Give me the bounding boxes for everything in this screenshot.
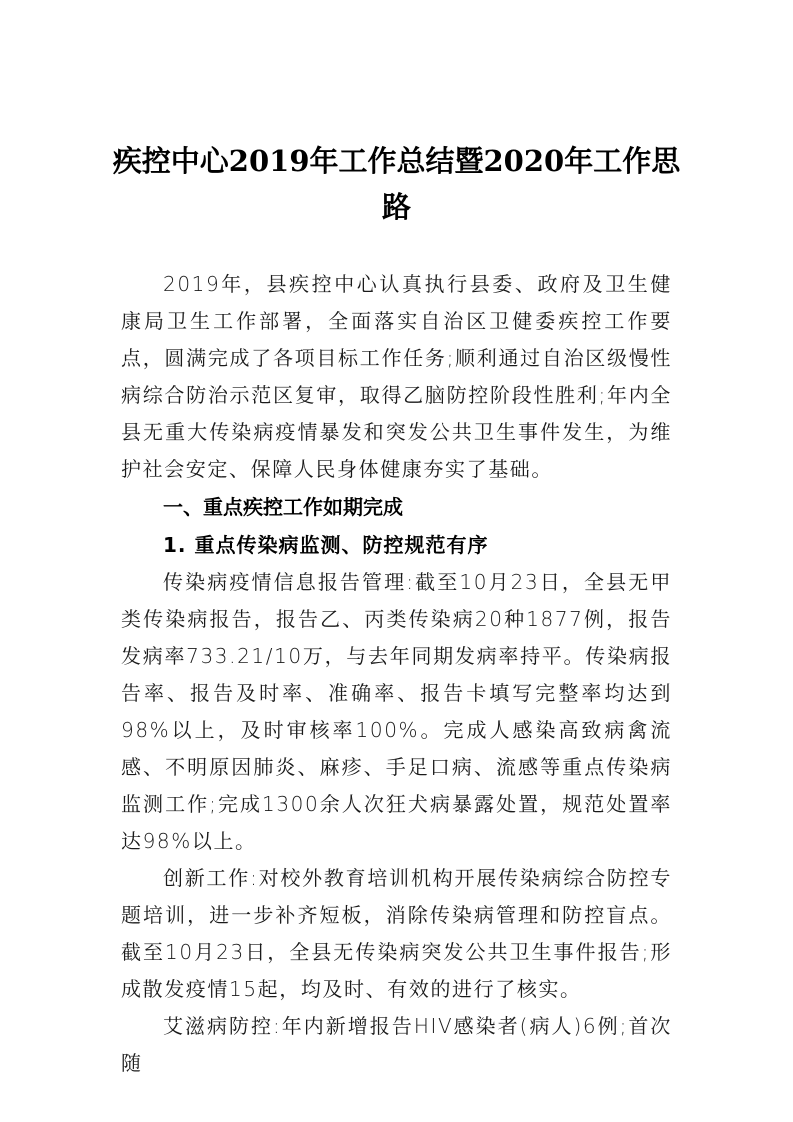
- document-title: 疾控中心2019年工作总结暨2020年工作思路: [112, 144, 681, 224]
- innovation-paragraph: 创新工作:对校外教育培训机构开展传染病综合防控专题培训，进一步补齐短板，消除传染病管理和防控盲点。截至10月23日，全县无传染病突发公共卫生事件报告;形成散发疫情15起，均及时、有效的进行了核实。: [121, 866, 672, 1001]
- intro-paragraph: 2019年，县疾控中心认真执行县委、政府及卫生健康局卫生工作部署，全面落实自治区卫健委疾控工作要点，圆满完成了各项目标工作任务;顺利通过自治区级慢性病综合防治示范区复审，取得乙脑防控阶段性胜利;年内全县无重大传染病疫情暴发和突发公共卫生事件发生，为维护社会安定、保障人民身体健康夯实了基础。: [121, 272, 672, 481]
- aids-control-paragraph: 艾滋病防控:年内新增报告HIV感染者(病人)6例;首次随: [121, 1014, 672, 1075]
- section-heading-1: 一、重点疾控工作如期完成: [163, 495, 403, 519]
- subsection-heading-1: 1. 重点传染病监测、防控规范有序: [163, 533, 489, 557]
- document-body: [121, 266, 672, 1082]
- infectious-disease-report-paragraph: 传染病疫情信息报告管理:截至10月23日，全县无甲类传染病报告，报告乙、丙类传染病20种1877例，报告发病率733.21/10万，与去年同期发病率持平。传染病报告率、报告及时率、准确率、报告卡填写完整率均达到98%以上，及时审核率100%。完成人感染高致病禽流感、不明原因肺炎、麻疹、手足口病、流感等重点传染病监测工作;完成1300余人次狂犬病暴露处置，规范处置率达98%以上。: [121, 570, 672, 853]
